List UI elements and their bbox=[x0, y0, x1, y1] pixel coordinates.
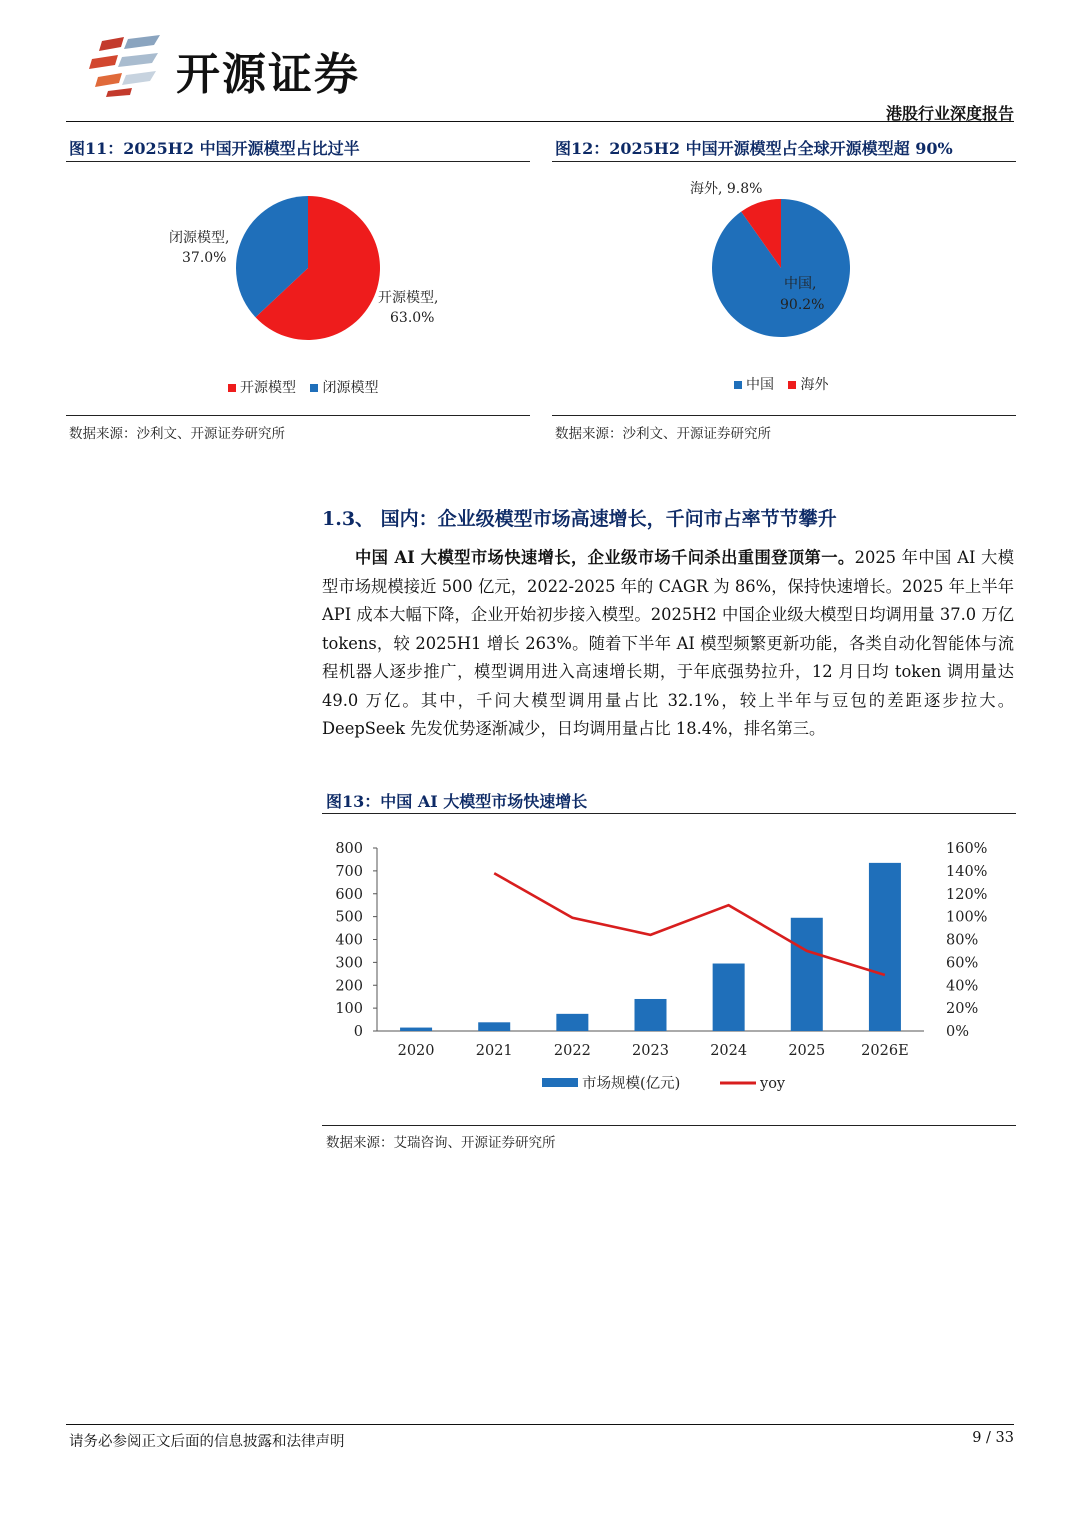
figure-13-source: 数据来源：艾瑞咨询、开源证券研究所 bbox=[326, 1135, 556, 1151]
company-name: 开源证券 bbox=[176, 49, 360, 100]
legend-swatch-closed bbox=[310, 384, 318, 392]
section-paragraph bbox=[322, 544, 1014, 744]
y-left-tick-label: 0 bbox=[353, 1024, 363, 1040]
y-left-tick-label: 800 bbox=[335, 841, 363, 857]
bar-market-size bbox=[635, 999, 667, 1031]
paragraph-body: 2025 年中国 AI 大模型市场规模接近 500 亿元，2022-2025 年的 CAGR 为 86%，保持快速增长。2025 年上半年 API 成本大幅下降，企业开始初步接入模型。2025H2 中国企业级大模型日均调用量 37.0 万亿 tokens，较 2025H1 增长 263%。随着下半年 AI 模型频繁更新功能，各类自动化智能体与流程机器人逐步推广，模型调用进入高速增长期，于年底强势拉升，12 月日均 token 调用量达 49.0 万亿。其中，千问大模型调用量占比 32.1%，较上半年与豆包的差距逐步拉大。DeepSeek 先发优势逐渐减少，日均调用量占比 18.4%，排名第三。 bbox=[322, 548, 1014, 738]
bar-market-size bbox=[713, 964, 745, 1031]
figure-13-title-rule bbox=[322, 813, 1016, 814]
figure-13-chart bbox=[322, 820, 1016, 1120]
y-left-tick-label: 200 bbox=[335, 978, 363, 995]
header-rule bbox=[66, 121, 1014, 122]
header bbox=[0, 0, 1080, 125]
label-china-value: 90.2% bbox=[780, 297, 825, 313]
x-tick-label: 2023 bbox=[632, 1043, 669, 1059]
figure-11-bottom-rule bbox=[66, 415, 530, 416]
y-right-tick-label: 120% bbox=[946, 886, 988, 903]
x-tick-label: 2020 bbox=[397, 1043, 435, 1059]
figure-11-title-rule bbox=[66, 161, 530, 162]
y-right-tick-label: 100% bbox=[946, 909, 988, 926]
y-right-tick-label: 20% bbox=[946, 1001, 979, 1018]
y-left-tick-label: 600 bbox=[335, 886, 363, 903]
figure-11-source: 数据来源：沙利文、开源证券研究所 bbox=[69, 426, 285, 442]
x-tick-label: 2024 bbox=[710, 1043, 748, 1059]
section-title: 1.3、 国内：企业级模型市场高速增长，千问市占率节节攀升 bbox=[322, 508, 837, 530]
footer-disclaimer: 请务必参阅正文后面的信息披露和法律声明 bbox=[69, 1434, 345, 1450]
figure-11-legend bbox=[228, 377, 378, 397]
figure-12-source: 数据来源：沙利文、开源证券研究所 bbox=[555, 426, 771, 442]
y-right-tick-label: 160% bbox=[946, 841, 988, 857]
bar-market-size bbox=[478, 1022, 510, 1031]
y-right-tick-label: 60% bbox=[946, 955, 979, 972]
x-tick-label: 2026E bbox=[861, 1043, 909, 1059]
figure-11-title: 图11：2025H2 中国开源模型占比过半 bbox=[69, 139, 360, 158]
bar-market-size bbox=[556, 1014, 588, 1031]
figure-12-legend bbox=[734, 374, 828, 394]
legend-open: 开源模型 bbox=[240, 380, 296, 396]
y-left-tick-label: 500 bbox=[335, 909, 363, 926]
legend-overseas: 海外 bbox=[800, 377, 829, 393]
page-number: 9 / 33 bbox=[972, 1430, 1014, 1446]
legend-bar-label: 市场规模(亿元) bbox=[582, 1076, 681, 1092]
label-closed-value: 37.0% bbox=[182, 250, 227, 266]
y-left-tick-label: 700 bbox=[335, 863, 363, 880]
legend-swatch-overseas bbox=[788, 381, 796, 389]
figure-12-title-rule bbox=[552, 161, 1016, 162]
y-left-tick-label: 300 bbox=[335, 955, 363, 972]
figure-12-bottom-rule bbox=[552, 415, 1016, 416]
y-right-tick-label: 140% bbox=[946, 863, 988, 880]
paragraph-lead: 中国 AI 大模型市场快速增长，企业级市场千问杀出重围登顶第一。 bbox=[355, 548, 855, 567]
label-open-name: 开源模型, bbox=[378, 290, 439, 306]
logo-icon bbox=[88, 35, 164, 97]
legend-line-label: yoy bbox=[760, 1076, 786, 1092]
label-closed-name: 闭源模型, bbox=[169, 230, 230, 246]
x-tick-label: 2022 bbox=[553, 1043, 591, 1059]
label-open-value: 63.0% bbox=[390, 310, 435, 326]
label-china-name: 中国, bbox=[784, 276, 817, 292]
figure-13-title: 图13：中国 AI 大模型市场快速增长 bbox=[326, 792, 588, 811]
legend-swatch-china bbox=[734, 381, 742, 389]
y-right-tick-label: 0% bbox=[946, 1024, 970, 1040]
y-right-tick-label: 80% bbox=[946, 932, 979, 949]
y-left-tick-label: 100 bbox=[335, 1001, 363, 1018]
label-overseas: 海外, 9.8% bbox=[690, 181, 763, 197]
legend-china: 中国 bbox=[746, 377, 774, 393]
figure-12-pie bbox=[552, 170, 1016, 400]
legend-swatch-open bbox=[228, 384, 236, 392]
figure-12-title: 图12：2025H2 中国开源模型占全球开源模型超 90% bbox=[555, 139, 953, 158]
x-tick-label: 2025 bbox=[788, 1043, 826, 1059]
bar-market-size bbox=[791, 918, 823, 1031]
figure-11-pie bbox=[66, 170, 530, 400]
legend-swatch-bar bbox=[542, 1078, 578, 1087]
y-right-tick-label: 40% bbox=[946, 978, 979, 995]
bar-market-size bbox=[869, 863, 901, 1031]
report-type: 港股行业深度报告 bbox=[885, 104, 1014, 123]
footer-rule bbox=[66, 1424, 1014, 1425]
figure-13-bottom-rule bbox=[322, 1125, 1016, 1126]
x-tick-label: 2021 bbox=[475, 1043, 513, 1059]
y-left-tick-label: 400 bbox=[335, 932, 363, 949]
line-yoy bbox=[494, 873, 885, 975]
bar-market-size bbox=[400, 1028, 432, 1031]
legend-closed: 闭源模型 bbox=[322, 380, 379, 396]
